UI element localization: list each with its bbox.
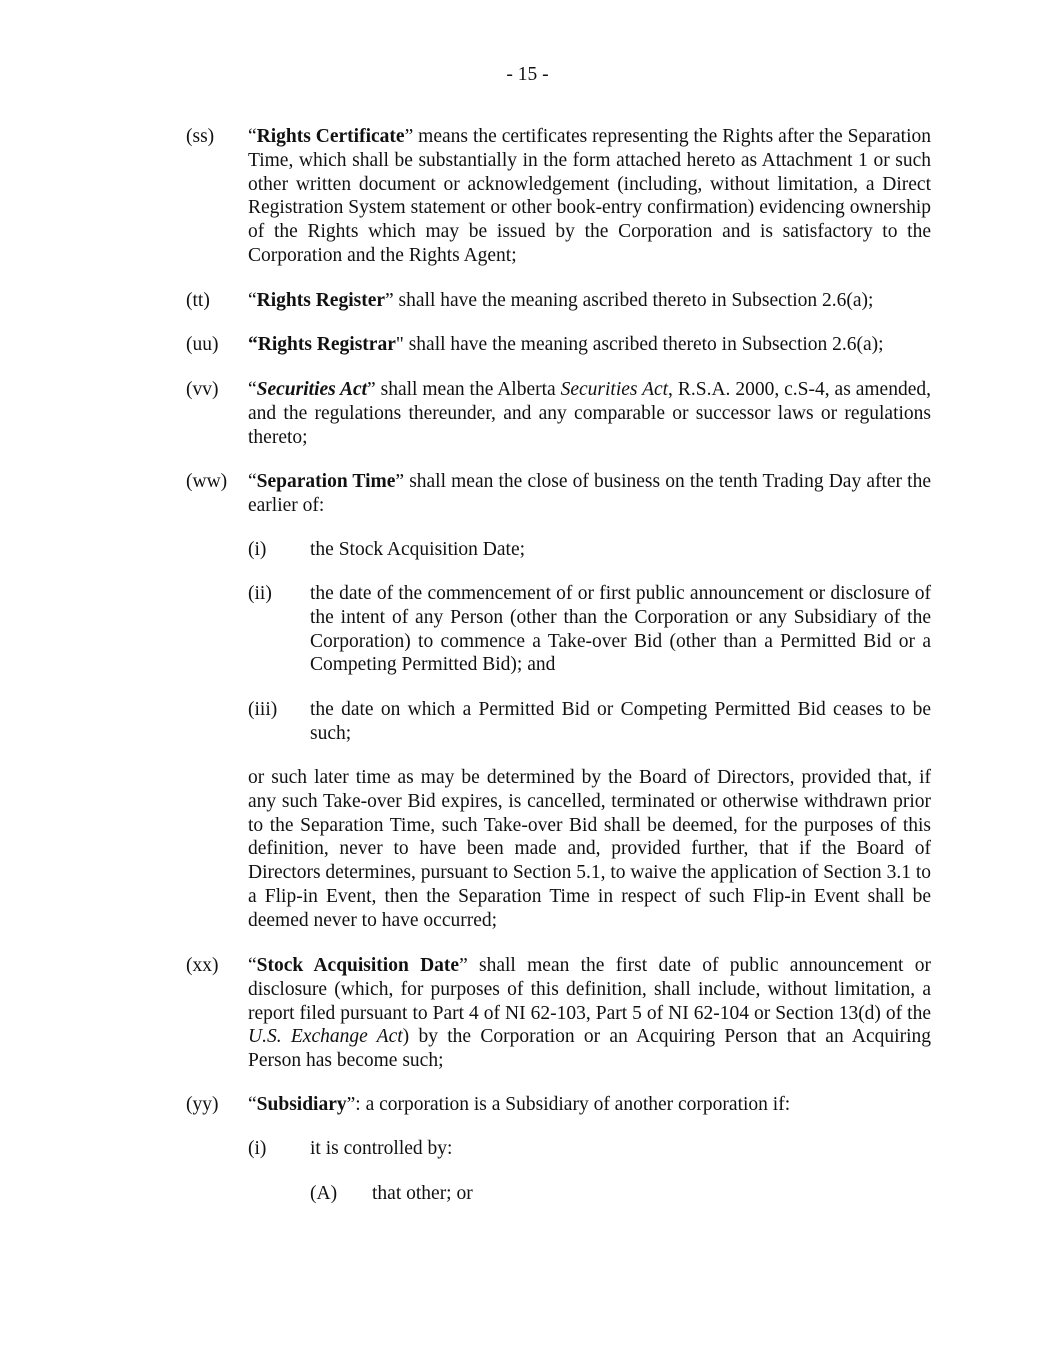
definition-label: (uu) — [186, 334, 219, 355]
defined-term: Rights Register — [256, 290, 386, 311]
definition-text: means the certificates representing the Rights after the Separation Time, which shall be substantially in the form attached hereto as Attachment 1 or such other written document or acknowledgement (including, without limitation, a Direct Registration System statement or other book-entry confirmation) evidencing ownership of the Rights which may be issued by the Corporation and is satisfactory to the Corporation and the Rights Agent; — [248, 126, 932, 266]
sub-item-label: (ii) — [248, 583, 272, 604]
statute-title: Securities Act — [560, 379, 669, 400]
definition-label: (tt) — [186, 290, 210, 311]
definition-body: “Subsidiary”: a corporation is a Subsidiary of another corporation if: — [248, 1094, 791, 1115]
sub-item-label: (i) — [248, 539, 267, 560]
sub-item-text: the date on which a Permitted Bid or Competing Permitted Bid ceases to be such; — [310, 699, 931, 744]
sub-item-text: it is controlled by: — [310, 1138, 453, 1159]
sub-item-text: the date of the commencement of or first public announcement or disclosure of the intent of any Person (other than the Corporation or any Subsidiary of the Corporation) to commence a Take-over Bid (other than a Permitted Bid or a Competing Permitted Bid); and — [310, 583, 931, 676]
definition-body: “Rights Registrar" shall have the meaning ascribed thereto in Subsection 2.6(a); — [248, 334, 884, 355]
definition-body: “Rights Certificate” means the certificates representing the Rights after the Separation Time, which shall be substantially in the form attached hereto as Attachment 1 or such other written document or acknowledgement (including, without limitation, a Direct Registration System statement or other book-entry confirmation) evidencing ownership of the Rights which may be issued by the Corporation and is satisfactory to the Corporation and the Rights Agent; — [248, 126, 932, 266]
definition-label: (ss) — [186, 126, 215, 147]
sub-item-text: the Stock Acquisition Date; — [310, 539, 526, 560]
definition-ww-continuation: or such later time as may be determined by the Board of Directors, provided that, if any such Take-over Bid expires, is cancelled, terminated or otherwise withdrawn prior to the Separation Time, such Take-over Bid shall be deemed, for the purposes of this definition, never to have been made and, provided further, that if the Board of Directors determines, pursuant to Section 5.1, to waive the application of Section 3.1 to a Flip-in Event, then the Separation Time in respect of such Flip-in Event shall be deemed never to have occurred; — [248, 767, 931, 931]
defined-term: Securities Act — [256, 379, 368, 400]
sub-sub-item-label: (A) — [310, 1183, 338, 1204]
definition-body: “Stock Acquisition Date” shall mean the first date of public announcement or disclosure (which, for purposes of this definition, shall include, without limitation, a report filed pursuant to Part 4 of NI 62-103, Part 5 of NI 62-104 or Section 13(d) of the U.S. Exchange Act) by the Corporation or an Acquiring Person that an Acquiring Person has become such; — [248, 955, 931, 1072]
definition-label: (vv) — [186, 379, 219, 400]
sub-sub-item-text: that other; or — [372, 1183, 473, 1204]
definition-text: : a corporation is a Subsidiary of another corporation if: — [355, 1094, 791, 1115]
definition-label: (yy) — [186, 1094, 219, 1115]
sub-item-label: (i) — [248, 1138, 267, 1159]
definition-text: shall have the meaning ascribed thereto in Subsection 2.6(a); — [403, 334, 884, 355]
sub-item-label: (iii) — [248, 699, 278, 720]
definition-text: shall have the meaning ascribed thereto in Subsection 2.6(a); — [393, 290, 874, 311]
definition-label: (xx) — [186, 955, 219, 976]
defined-term: Stock Acquisition Date — [256, 955, 460, 976]
defined-term: Subsidiary — [256, 1094, 347, 1115]
defined-term: Separation Time — [256, 471, 396, 492]
defined-term: “Rights Registrar — [248, 334, 396, 355]
page-number: - 15 - — [506, 64, 549, 85]
defined-term: Rights Certificate — [256, 126, 405, 147]
definition-body: “Securities Act” shall mean the Alberta Securities Act, R.S.A. 2000, c.S-4, as amended, and the regulations thereunder, and any comparable or successor laws or regulations thereto; — [248, 379, 931, 448]
definition-label: (ww) — [186, 471, 228, 492]
definition-body: “Separation Time” shall mean the close of business on the tenth Trading Day after the earlier of: — [248, 471, 931, 516]
statute-title: U.S. Exchange Act — [248, 1026, 403, 1048]
definition-body: “Rights Register” shall have the meaning ascribed thereto in Subsection 2.6(a); — [248, 290, 874, 311]
definition-text: shall mean the close of business on the tenth Trading Day after the earlier of: — [248, 471, 931, 516]
